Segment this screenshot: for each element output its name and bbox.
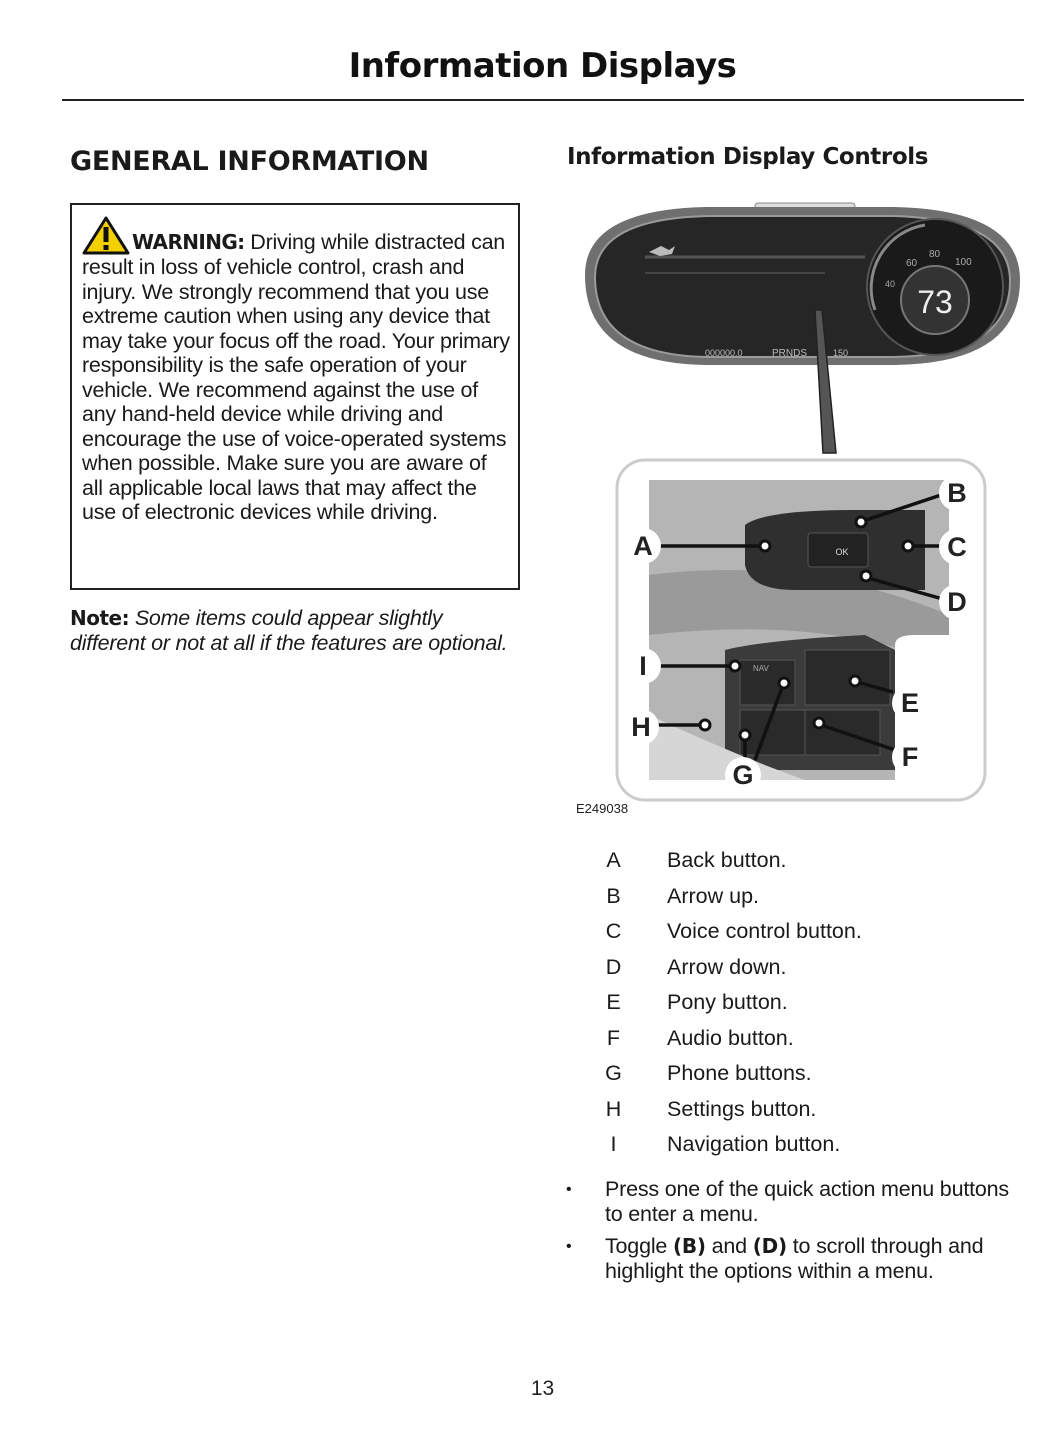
legend-row <box>598 1097 1018 1133</box>
legend-desc: Arrow down. <box>667 954 787 979</box>
list-item <box>565 1177 1020 1227</box>
callout-b: B <box>947 478 967 508</box>
section-heading: GENERAL INFORMATION <box>70 146 429 177</box>
legend-row <box>598 884 1018 920</box>
legend-row <box>598 1026 1018 1062</box>
note-label: Note: <box>70 606 130 630</box>
legend-row <box>598 1061 1018 1097</box>
bullet-text: Press one of the quick action menu buttons to enter a menu. <box>605 1177 1009 1226</box>
legend-letter: D <box>605 954 622 979</box>
instrument-cluster-illustration <box>585 203 1020 365</box>
legend-letter: H <box>605 1096 622 1121</box>
bullet-text-pre: Toggle <box>605 1234 673 1258</box>
legend-desc: Settings button. <box>667 1096 817 1121</box>
tick-100: 100 <box>955 257 972 268</box>
callout-i: I <box>639 651 647 681</box>
bullet-text-mid: and <box>705 1234 753 1258</box>
legend-row <box>598 990 1018 1026</box>
legend-letter: C <box>605 919 622 943</box>
page-title: Information Displays <box>348 46 737 86</box>
callout-f: F <box>901 742 919 772</box>
gear-readout: PRNDS <box>772 348 808 359</box>
range-readout: 150 <box>833 348 849 358</box>
callout-c: C <box>947 532 967 562</box>
warning-text: Driving while distracted can result in loss of vehicle control, crash and injury. We strongly recommend that you use extreme caution when using any device that may take your focus off the road. Your primary responsibility is the safe operation of your vehicle. We recommend against the use of any hand-held device while driving and encourage the use of voice-operated systems when possible. Make sure you are aware of all applicable local laws that may affect the use of electronic devices while driving. <box>82 230 510 524</box>
title-divider <box>62 99 1024 101</box>
warning-box <box>70 203 520 590</box>
legend-row <box>598 848 1018 884</box>
bullet-text <box>605 1234 1020 1284</box>
note-text: Some items could appear slightly different or not at all if the features are optional. <box>70 606 508 655</box>
warning-label: WARNING: <box>132 230 245 254</box>
figure-id: E249038 <box>576 801 629 816</box>
tick-40: 40 <box>885 279 896 289</box>
legend-letter: I <box>610 1132 617 1156</box>
list-item <box>565 1234 1020 1284</box>
bullet-ref-b: (B) <box>672 1234 706 1258</box>
callout-g: G <box>732 760 754 790</box>
bullet-mark: • <box>566 1238 572 1255</box>
odometer-readout: 000000.0 <box>705 348 743 358</box>
legend-desc: Back button. <box>667 848 787 872</box>
callout-e: E <box>900 688 920 718</box>
legend-desc: Arrow up. <box>667 883 760 908</box>
legend-row <box>598 919 1018 955</box>
legend-row <box>598 1132 1018 1168</box>
legend-letter: B <box>606 883 621 908</box>
note <box>70 606 520 655</box>
legend-letter: F <box>606 1025 621 1050</box>
warning-triangle-icon <box>82 215 130 255</box>
legend-letter: E <box>606 990 621 1014</box>
speed-readout: 73 <box>917 284 953 320</box>
bullet-text-post: to scroll through and highlight the options within a menu. <box>605 1234 984 1283</box>
legend-desc: Voice control button. <box>667 919 862 943</box>
ok-button: OK <box>835 547 849 557</box>
steering-wheel-controls-illustration <box>617 460 985 800</box>
callout-a: A <box>633 531 653 561</box>
controls-diagram <box>565 195 1035 825</box>
legend-row <box>598 955 1018 991</box>
tick-60: 60 <box>906 258 918 269</box>
callout-legend <box>598 848 1018 1168</box>
bullet-ref-d: (D) <box>752 1234 787 1258</box>
legend-letter: A <box>606 848 621 872</box>
page-number: 13 <box>530 1377 555 1400</box>
callout-d: D <box>947 587 967 617</box>
tick-80: 80 <box>929 249 941 260</box>
instruction-list <box>565 1177 1020 1291</box>
sub-heading: Information Display Controls <box>567 144 929 170</box>
bullet-mark: • <box>566 1181 572 1198</box>
legend-desc: Navigation button. <box>667 1132 841 1156</box>
legend-desc: Pony button. <box>667 990 788 1014</box>
nav-button: NAV <box>753 664 769 673</box>
legend-letter: G <box>605 1061 622 1085</box>
legend-desc: Audio button. <box>667 1025 794 1050</box>
callout-h: H <box>631 712 651 742</box>
legend-desc: Phone buttons. <box>667 1061 812 1085</box>
